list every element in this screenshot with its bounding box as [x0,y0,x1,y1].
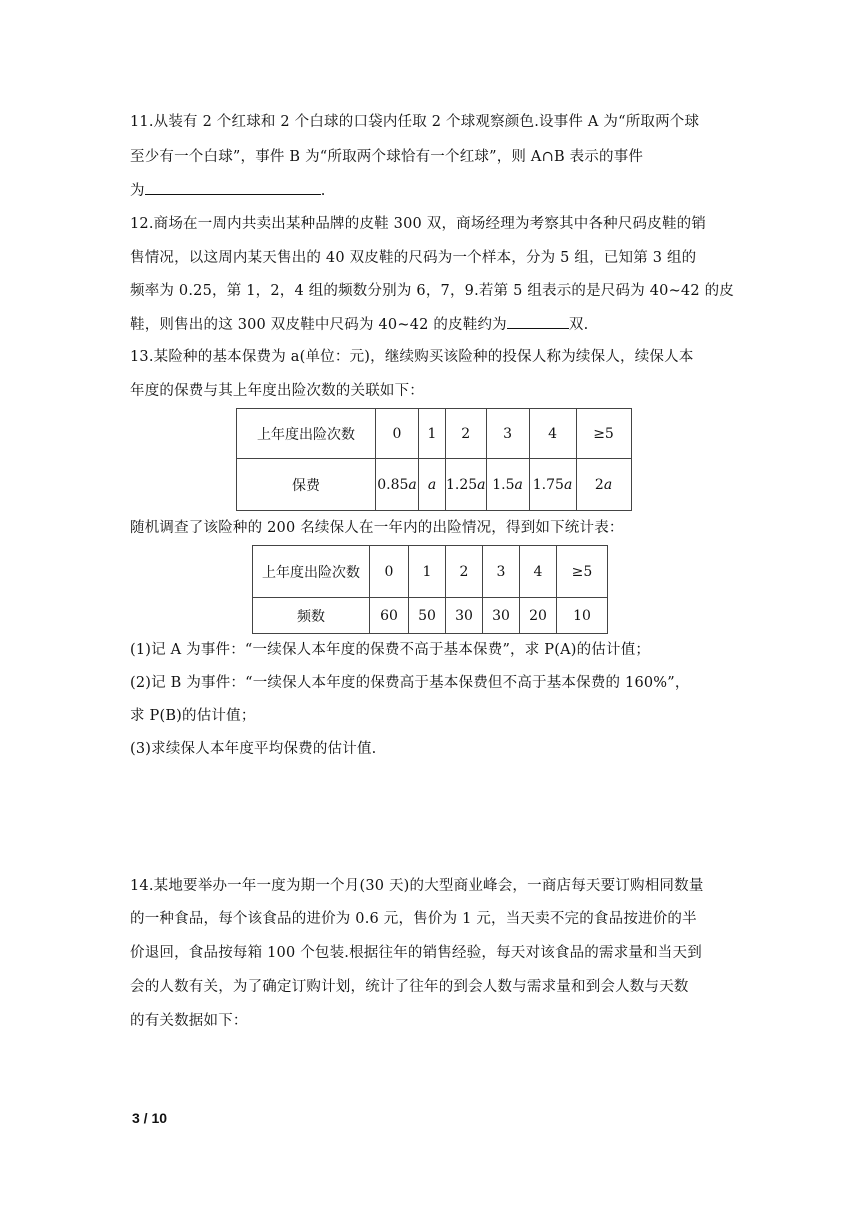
q12-line-1: 12.商场在一周内共卖出某种品牌的皮鞋 300 双，商场经理为考察其中各种尺码皮鞋的销 [130,216,707,232]
table-cell: 2 [446,409,487,459]
q12-line-2: 售情况，以这周内某天售出的 40 双皮鞋的尺码为一个样本，分为 5 组，已知第 3 组的 [130,250,697,266]
table-cell: 1.75a [529,459,576,511]
q13-line-3: 随机调查了该险种的 200 名续保人在一年内的出险情况，得到如下统计表： [130,520,624,536]
table-cell: 60 [370,598,409,634]
q13-part-3: (3)求续保人本年度平均保费的估计值. [130,741,377,757]
table-cell: 0 [370,546,409,598]
table-cell: 1 [409,546,446,598]
q14-line-2: 的一种食品，每个该食品的进价为 0.6 元，售价为 1 元，当天卖不完的食品按进价的半 [130,911,697,927]
table-cell: 上年度出险次数 [237,409,376,459]
table-cell: 50 [409,598,446,634]
table-cell: 1.25a [446,459,487,511]
table-cell: 20 [520,598,557,634]
page-number: 3 / 10 [132,1110,168,1126]
table-cell: 1.5a [486,459,529,511]
table-cell: 0.85a [376,459,419,511]
table-cell: a [419,459,446,511]
q13-line-2: 年度的保费与其上年度出险次数的关联如下： [130,383,424,399]
table-cell: ≥5 [576,409,631,459]
q13-line-1: 13.某险种的基本保费为 a(单位：元)，继续购买该险种的投保人称为续保人，续保人本 [130,349,694,365]
table-cell: 3 [486,409,529,459]
table-cell: 上年度出险次数 [253,546,370,598]
table-cell: 3 [483,546,520,598]
table-cell: 1 [419,409,446,459]
q12-text-prefix: 鞋，则售出的这 300 双皮鞋中尺码为 40~42 的皮鞋约为 [130,317,507,333]
q11-text-prefix: 为 [130,183,145,199]
q12-line-4 [130,314,730,335]
q14-line-5: 的有关数据如下： [130,1013,248,1029]
q11-line-3 [130,180,730,201]
q11-line-1: 11.从装有 2 个红球和 2 个白球的口袋内任取 2 个球观察颜色.设事件 A 为“所取两个球 [130,114,700,130]
q11-answer-blank [145,180,321,195]
table-row [253,546,608,598]
table-row [237,459,632,511]
q14-line-4: 会的人数有关，为了确定订购计划，统计了往年的到会人数与需求量和到会人数与天数 [130,979,689,995]
q11-line-2: 至少有一个白球”，事件 B 为“所取两个球恰有一个红球”，则 A∩B 表示的事件 [130,149,644,165]
premium-table [236,408,632,511]
table-row [253,598,608,634]
table-cell: 保费 [237,459,376,511]
q14-line-3: 价退回，食品按每箱 100 个包装.根据往年的销售经验，每天对该食品的需求量和当天到 [130,945,702,961]
table-cell: 频数 [253,598,370,634]
q13-part-1: (1)记 A 为事件：“一续保人本年度的保费不高于基本保费”，求 P(A)的估计值； [130,642,651,658]
frequency-table [252,545,608,634]
q13-part-2-line-1: (2)记 B 为事件：“一续保人本年度的保费高于基本保费但不高于基本保费的 160%”， [130,675,690,691]
table-cell: 2 [446,546,483,598]
table-cell: 4 [529,409,576,459]
q14-line-1: 14.某地要举办一年一度为期一个月(30 天)的大型商业峰会，一商店每天要订购相同数量 [130,878,704,894]
table-cell: ≥5 [557,546,608,598]
table-cell: 10 [557,598,608,634]
q12-text-suffix: 双. [568,317,589,333]
q11-text-suffix: . [320,183,326,199]
table-row [237,409,632,459]
table-cell: 30 [483,598,520,634]
q12-answer-blank [507,314,569,329]
q12-line-3: 频率为 0.25，第 1，2，4 组的频数分别为 6，7，9.若第 5 组表示的是尺码为 40~42 的皮 [130,283,734,299]
q13-part-2-line-2: 求 P(B)的估计值； [130,708,256,724]
table-cell: 0 [376,409,419,459]
table-cell: 4 [520,546,557,598]
table-cell: 30 [446,598,483,634]
table-cell: 2a [576,459,631,511]
